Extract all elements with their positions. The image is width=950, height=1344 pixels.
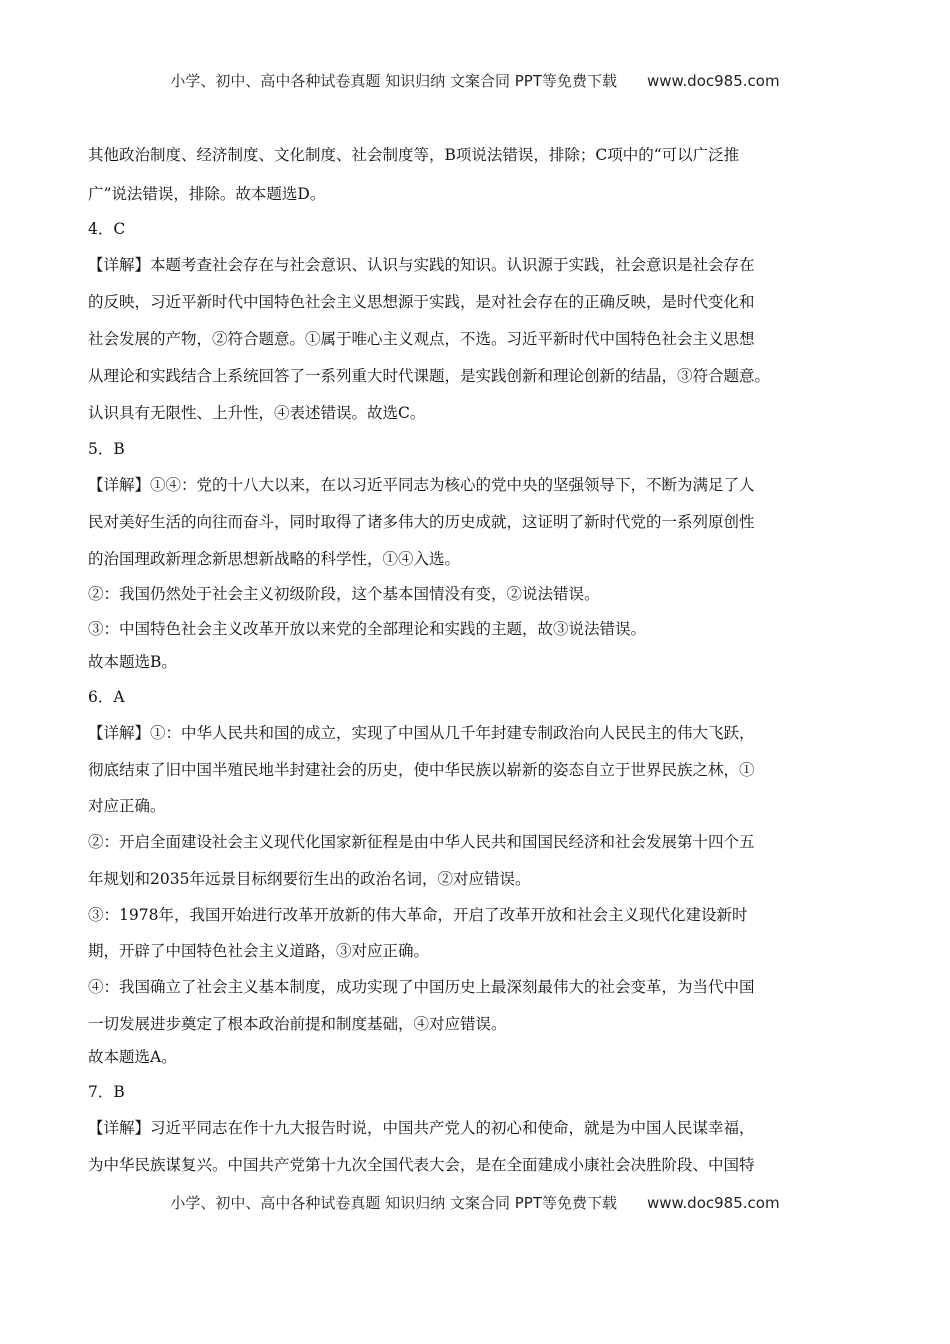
text-line: 为中华民族谋复兴。中国共产党第十九次全国代表大会，是在全面建成小康社会决胜阶段、中国特 — [88, 1156, 755, 1174]
footer-site: www.doc985.com — [646, 1194, 780, 1212]
text-line: 彻底结束了旧中国半殖民地半封建社会的历史，使中华民族以崭新的姿态自立于世界民族之林，① — [88, 761, 755, 779]
text-line: 年规划和2035年远景目标纲要衍生出的政治名词，②对应错误。 — [88, 870, 531, 888]
page-footer — [0, 1192, 950, 1213]
text-line: 认识具有无限性、上升性，④表述错误。故选C。 — [88, 404, 426, 422]
text-line: ②：我国仍然处于社会主义初级阶段，这个基本国情没有变，②说法错误。 — [88, 585, 600, 603]
text-line: ④：我国确立了社会主义基本制度，成功实现了中国历史上最深刻最伟大的社会变革，为当代中国 — [88, 978, 755, 996]
text-line: 故本题选A。 — [88, 1048, 177, 1066]
text-line: 广”说法错误，排除。故本题选D。 — [88, 185, 326, 203]
text-line: 的反映，习近平新时代中国特色社会主义思想源于实践，是对社会存在的正确反映，是时代变化和 — [88, 293, 755, 311]
text-line: ②：开启全面建设社会主义现代化国家新征程是由中华人民共和国国民经济和社会发展第十四个五 — [88, 833, 755, 851]
text-line: 其他政治制度、经济制度、文化制度、社会制度等，B项说法错误，排除；C项中的“可以广泛推 — [88, 146, 740, 164]
text-line: 4．C — [88, 220, 126, 238]
text-line: 对应正确。 — [88, 797, 166, 815]
text-line: 的治国理政新理念新思想新战略的科学性，①④入选。 — [88, 550, 461, 568]
header-site: www.doc985.com — [646, 72, 780, 90]
text-line: 民对美好生活的向往而奋斗，同时取得了诸多伟大的历史成就，这证明了新时代党的一系列原创性 — [88, 513, 755, 531]
text-line: ③：中国特色社会主义改革开放以来党的全部理论和实践的主题，故③说法错误。 — [88, 620, 647, 638]
text-line: 5．B — [88, 440, 125, 458]
text-line: 7．B — [88, 1083, 125, 1101]
text-line: 【详解】本题考查社会存在与社会意识、认识与实践的知识。认识源于实践，社会意识是社会存在 — [88, 256, 755, 274]
text-line: 从理论和实践结合上系统回答了一系列重大时代课题，是实践创新和理论创新的结晶，③符合题意。 — [88, 367, 771, 385]
text-line: 故本题选B。 — [88, 653, 177, 671]
footer-text: 小学、初中、高中各种试卷真题 知识归纳 文案合同 PPT等免费下载 — [170, 1194, 617, 1212]
text-line: 一切发展进步奠定了根本政治前提和制度基础，④对应错误。 — [88, 1015, 507, 1033]
text-line: 期，开辟了中国特色社会主义道路，③对应正确。 — [88, 942, 430, 960]
text-line: 6．A — [88, 688, 125, 706]
header-text: 小学、初中、高中各种试卷真题 知识归纳 文案合同 PPT等免费下载 — [170, 72, 617, 90]
text-line: 社会发展的产物，②符合题意。①属于唯心主义观点，不选。习近平新时代中国特色社会主义思想 — [88, 330, 755, 348]
page-header — [0, 70, 950, 91]
text-line: 【详解】①④：党的十八大以来，在以习近平同志为核心的党中央的坚强领导下，不断为满足了人 — [88, 476, 755, 494]
text-line: ③：1978年，我国开始进行改革开放新的伟大革命，开启了改革开放和社会主义现代化建设新时 — [88, 906, 748, 924]
text-line: 【详解】习近平同志在作十九大报告时说，中国共产党人的初心和使命，就是为中国人民谋幸福， — [88, 1119, 755, 1137]
text-line: 【详解】①：中华人民共和国的成立，实现了中国从几千年封建专制政治向人民民主的伟大飞跃， — [88, 724, 755, 742]
